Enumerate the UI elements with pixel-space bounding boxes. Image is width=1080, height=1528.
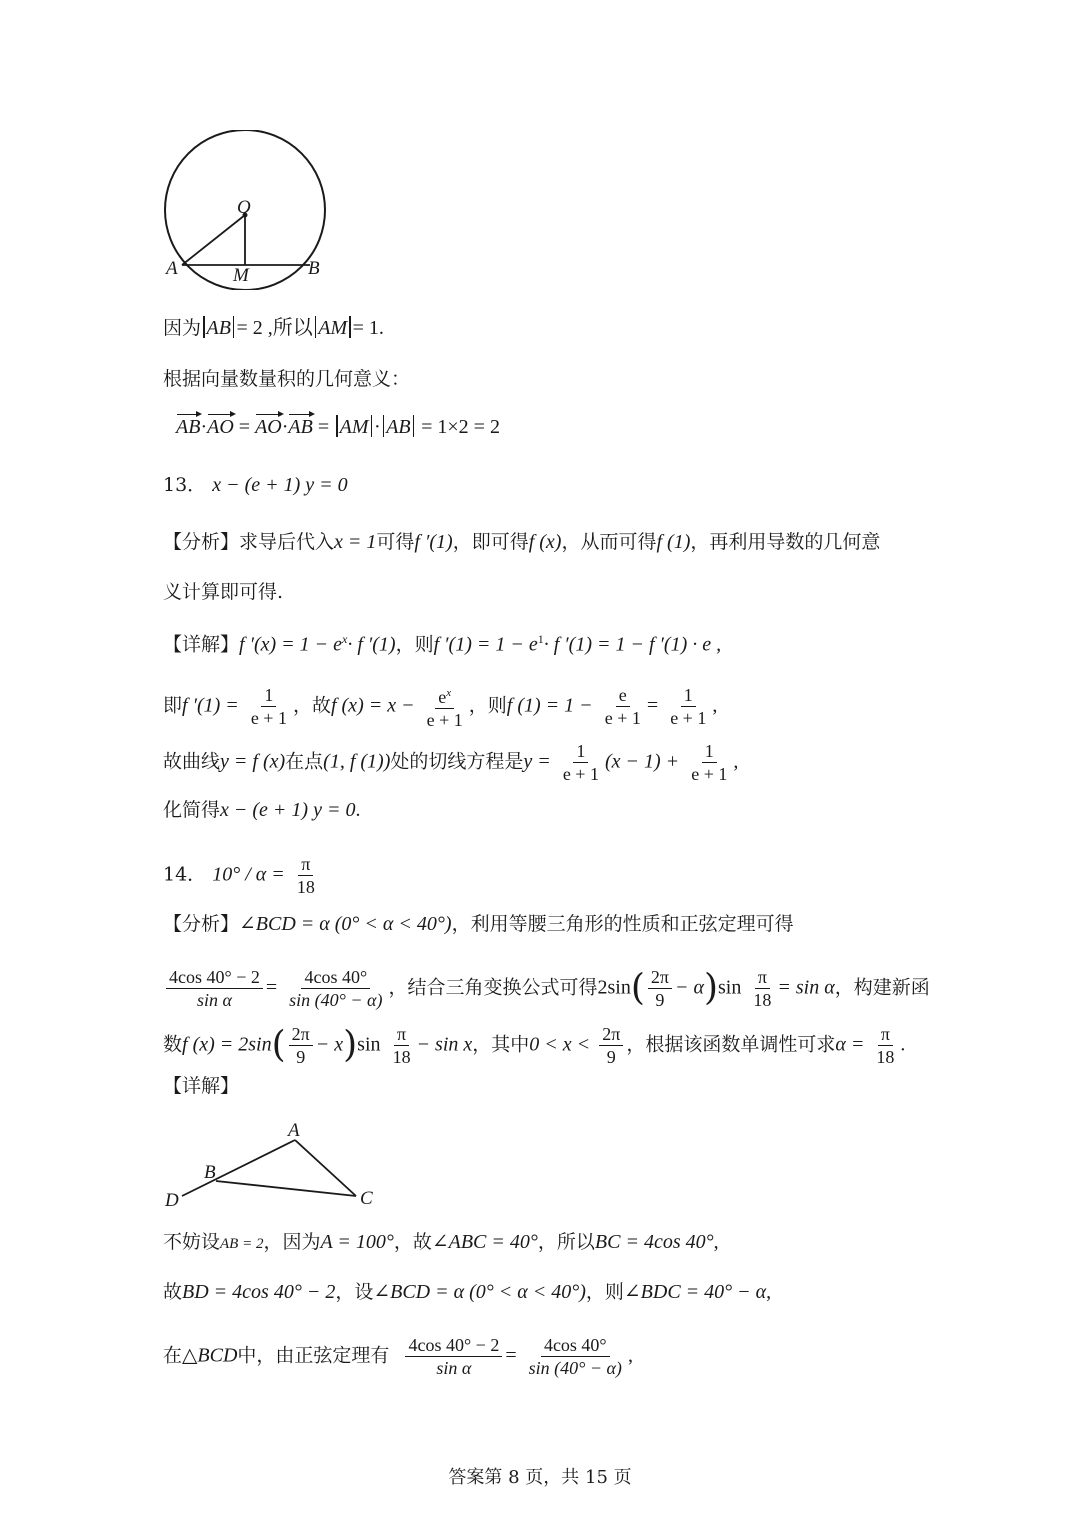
q14-line2: $\frac{4\cos 40^\circ - 2}{\text{sin α}}$ = $\frac{4\cos 40^\circ}{\sin (40^\circ - \alpha)}$ ，结合三角变换公式可得2sin( $\frac{2\pi}{9}$ − α)sin $\frac{\pi}{18}$ = sin α，构建新函	[163, 966, 930, 1011]
circle-figure	[160, 130, 340, 290]
q13-line4: 化简得x − (e + 1) y = 0.	[163, 799, 361, 821]
q14-line5: 故BD = 4cos 40° − 2，设∠BCD = α (0° < α < 40°)，则∠BDC = 40° − α,	[163, 1281, 772, 1303]
label-O: O	[237, 197, 251, 218]
line-dot-product: AB·AO = AO·AB = AM · AB = 1×2 = 2	[176, 413, 500, 441]
q13-answer: 13． x − (e + 1) y = 0	[163, 474, 348, 496]
q13-detail: 【详解】f $'(x) = 1 - e^x\cdot f$ ′(1)，则f $'(1) = 1 - e^1\cdot f$ ′(1) = 1 − f ′(1) · e ,	[163, 632, 722, 656]
q13-line2: 即f ′(1) = $\frac{1}{e + 1}$ ，故f (x) = x − $\frac{e^x}{e + 1}$ ，则f (1) = 1 − $\frac{e}{e + 1}$ = $\frac{1}{e + 1}$ ,	[163, 682, 717, 731]
q13-line3: 故曲线y = f (x)在点(1, f (1))处的切线方程是y = $\frac{1}{e + 1}$ (x − 1) + $\frac{1}{e + 1}$ ,	[163, 741, 739, 784]
label-M: M	[233, 265, 249, 286]
page-footer: 答案第 8 页，共 15 页	[448, 1467, 632, 1488]
q14-answer: 14． 10° / α = $\frac{\pi}{18}$	[163, 854, 315, 897]
line-geometric-meaning: 根据向量数量积的几何意义：	[163, 368, 411, 390]
q13-analysis: 【分析】求导后代入x = 1可得f ′(1)，即可得f (x)，从而可得f (1)，再利用导数的几何意	[163, 531, 881, 553]
q14-line3: 数f (x) = 2sin( $\frac{2\pi}{9}$ − x)sin $\frac{\pi}{18}$ − sin x，其中0 < x < $\frac{2\pi}{9}$ ，根据该函数单调性可求α = $\frac{\pi}{18}$ .	[163, 1024, 906, 1067]
q14-line4: 不妨设AB = 2，因为A = 100°，故∠ABC = 40°，所以BC = 4cos 40°,	[163, 1231, 719, 1253]
q14-line6: 在△BCD中，由正弦定理有 $\frac{4\cos 40^\circ - 2}{\text{sin α}}$ = $\frac{4\cos 40^\circ}{\sin (40^\circ - \alpha)}$ ,	[163, 1335, 633, 1378]
tri-label-C: C	[360, 1188, 373, 1209]
tri-label-A: A	[288, 1120, 300, 1141]
q14-analysis: 【分析】∠BCD = α (0° < α < 40°)，利用等腰三角形的性质和正弦定理可得	[163, 913, 794, 935]
tri-label-B: B	[204, 1162, 216, 1183]
line-ab-am: 因为 AB = 2 ,所以 AM = 1.	[163, 317, 384, 339]
triangle-figure	[160, 1118, 390, 1218]
label-A: A	[166, 258, 178, 279]
label-B: B	[308, 258, 320, 279]
q14-detail-tag: 【详解】	[163, 1075, 240, 1097]
tri-label-D: D	[165, 1190, 179, 1211]
q13-analysis-cont: 义计算即可得.	[163, 581, 284, 603]
